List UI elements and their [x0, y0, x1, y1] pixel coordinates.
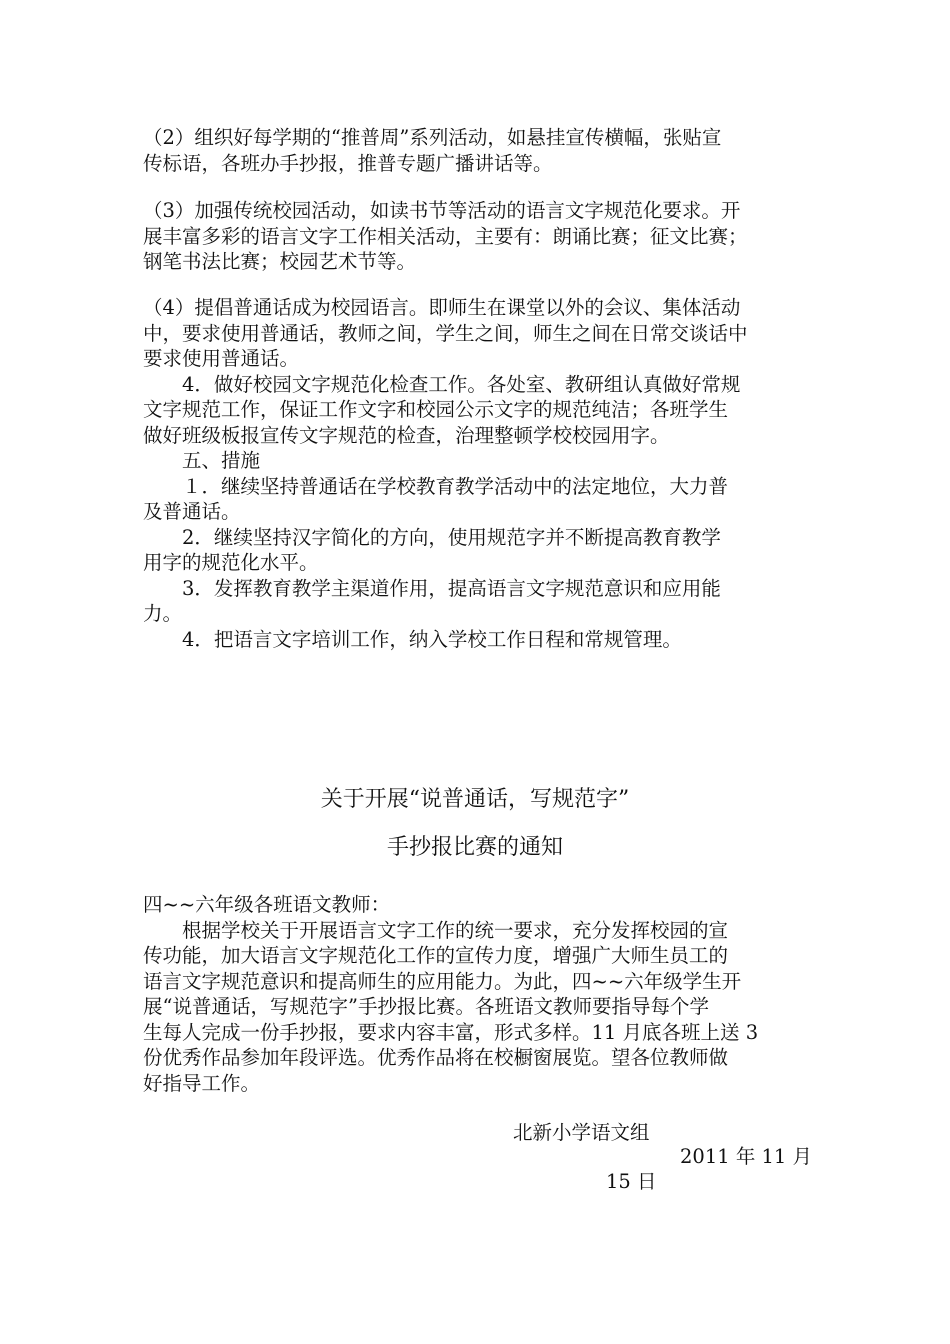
text-line: 4．把语言文字培训工作，纳入学校工作日程和常规管理。: [143, 627, 682, 651]
text-line: 力。: [143, 602, 183, 625]
text-line: 好指导工作。: [143, 1071, 261, 1095]
text-line: 生每人完成一份手抄报，要求内容丰富，形式多样。11 月底各班上送 3: [143, 1020, 759, 1044]
text-line: 展丰富多彩的语言文字工作相关活动，主要有：朗诵比赛；征文比赛；: [143, 224, 748, 248]
measures-heading: 五、措施: [143, 449, 261, 472]
text-line: 文字规范工作，保证工作文字和校园公示文字的规范纯洁；各班学生: [143, 398, 729, 421]
date-year-month: 2011 年 11 月: [680, 1145, 813, 1168]
text-line: 根据学校关于开展语言文字工作的统一要求，充分发挥校园的宣: [143, 918, 729, 942]
text-line: 展“说普通话，写规范字”手抄报比赛。各班语文教师要指导每个学: [143, 995, 709, 1018]
text-line: 4．做好校园文字规范化检查工作。各处室、教研组认真做好常规: [143, 372, 741, 396]
paragraph-item-4: [143, 295, 807, 652]
notice-body: [143, 892, 807, 1096]
text-line: （4）提倡普通话成为校园语言。即师生在课堂以外的会议、集体活动: [143, 296, 741, 319]
paragraph-item-2: [143, 125, 807, 176]
salutation: 四~~六年级各班语文教师：: [143, 893, 391, 916]
text-line: （2）组织好每学期的“推普周”系列活动，如悬挂宣传横幅，张贴宣: [143, 126, 722, 149]
text-line: （3）加强传统校园活动，如读书节等活动的语言文字规范化要求。开: [143, 199, 741, 222]
paragraph-item-3: [143, 198, 807, 275]
text-line: 2．继续坚持汉字简化的方向，使用规范字并不断提高教育教学: [143, 525, 721, 549]
text-line: 钢笔书法比赛；校园艺术节等。: [143, 250, 417, 273]
text-line: 用字的规范化水平。: [143, 551, 319, 574]
notice-title-line-2: 手抄报比赛的通知: [386, 835, 563, 860]
date-day: 15 日: [606, 1170, 657, 1193]
text-line: 中，要求使用普通话，教师之间，学生之间，师生之间在日常交谈话中: [143, 321, 748, 345]
text-line: 要求使用普通话。: [143, 347, 300, 370]
signature: 北新小学语文组: [513, 1121, 650, 1144]
text-line: １．继续坚持普通话在学校教育教学活动中的法定地位，大力普: [143, 474, 729, 498]
text-line: 3．发挥教育教学主渠道作用，提高语言文字规范意识和应用能: [143, 576, 721, 600]
text-line: 份优秀作品参加年段评选。优秀作品将在校橱窗展览。望各位教师做: [143, 1046, 729, 1069]
text-line: 传标语，各班办手抄报，推普专题广播讲话等。: [143, 151, 553, 175]
text-line: 及普通话。: [143, 500, 241, 523]
text-line: 语言文字规范意识和提高师生的应用能力。为此，四~~六年级学生开: [143, 969, 742, 993]
text-line: 传功能，加大语言文字规范化工作的宣传力度，增强广大师生员工的: [143, 944, 729, 967]
notice-title-line-1: 关于开展“说普通话，写规范字”: [320, 787, 630, 812]
text-line: 做好班级板报宣传文字规范的检查，治理整顿学校校园用字。: [143, 423, 670, 447]
